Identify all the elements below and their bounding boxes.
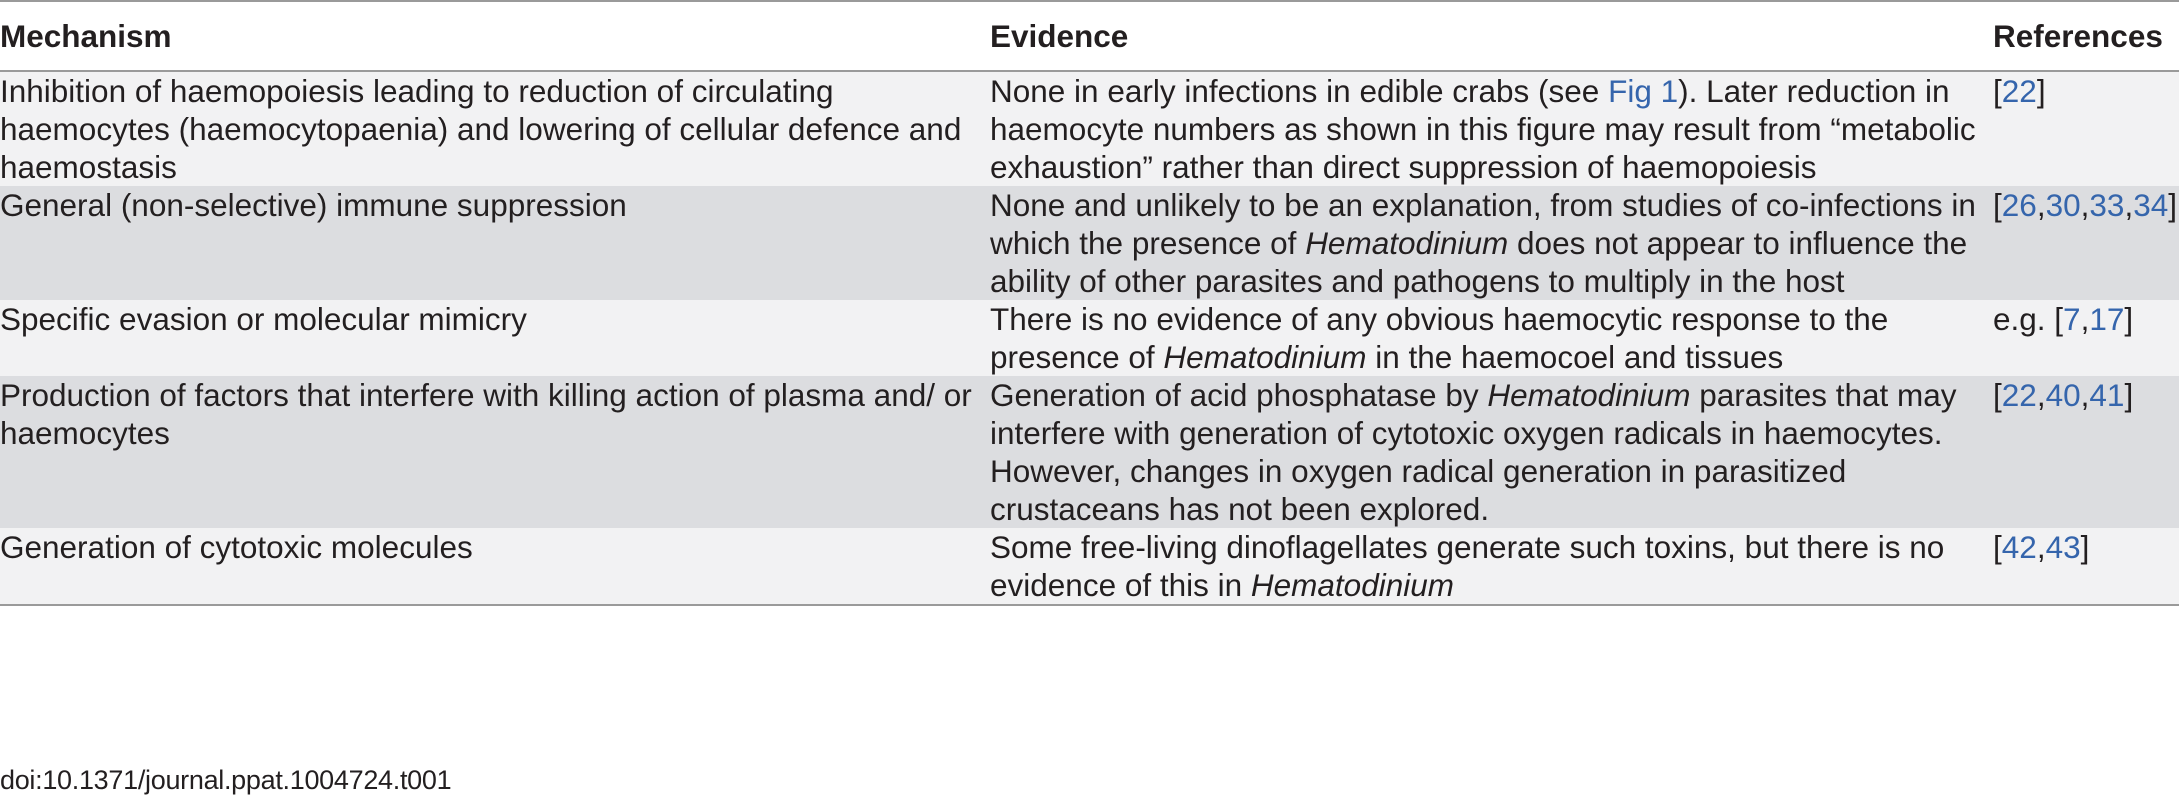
references-prefix: [ bbox=[1993, 529, 2002, 565]
reference-separator: , bbox=[2036, 377, 2046, 413]
species-name: Hematodinium bbox=[1250, 567, 1454, 603]
reference-separator: , bbox=[2124, 187, 2134, 223]
cell-evidence bbox=[990, 71, 1993, 186]
table-row bbox=[0, 376, 2179, 528]
evidence-text: None in early infections in edible crabs (see bbox=[990, 73, 1609, 109]
reference-link[interactable]: 41 bbox=[2089, 377, 2125, 413]
table-row bbox=[0, 300, 2179, 376]
evidence-text: Some free-living dinoflagellates generate such toxins, but there is no evidence of this in bbox=[990, 529, 1945, 603]
evidence-text: There is no evidence of any obvious haemocytic response to the presence of bbox=[990, 301, 1889, 375]
references-suffix: ] bbox=[2124, 377, 2134, 413]
reference-link[interactable]: 40 bbox=[2045, 377, 2081, 413]
reference-separator: , bbox=[2080, 187, 2090, 223]
mechanism-text: Inhibition of haemopoiesis leading to reduction of circulating haemocytes (haemocytopaenia) and lowering of cellular defence and haemostasis bbox=[0, 73, 962, 185]
cell-mechanism bbox=[0, 186, 990, 300]
table-header bbox=[0, 1, 2179, 71]
references-suffix: ] bbox=[2036, 73, 2046, 109]
cell-mechanism bbox=[0, 376, 990, 528]
mechanism-text: Production of factors that interfere with killing action of plasma and/ or haemocytes bbox=[0, 377, 972, 451]
cell-mechanism bbox=[0, 528, 990, 605]
table-row bbox=[0, 528, 2179, 605]
evidence-text: ). Later reduction in haemocyte numbers as shown in this figure may result from “metabolic exhaustion” rather than direct suppression of haemopoiesis bbox=[990, 73, 1976, 185]
references-suffix: ] bbox=[2168, 187, 2178, 223]
species-name: Hematodinium bbox=[1305, 225, 1509, 261]
evidence-text: None and unlikely to be an explanation, from studies of co-infections in which the presence of bbox=[990, 187, 1976, 261]
cell-evidence bbox=[990, 186, 1993, 300]
mechanism-text: General (non-selective) immune suppression bbox=[0, 187, 627, 223]
species-name: Hematodinium bbox=[1163, 339, 1367, 375]
reference-separator: , bbox=[2080, 301, 2090, 337]
cell-evidence bbox=[990, 300, 1993, 376]
reference-link[interactable]: 26 bbox=[2001, 187, 2037, 223]
species-name: Hematodinium bbox=[1487, 377, 1691, 413]
header-row bbox=[0, 1, 2179, 71]
evidence-text: Generation of acid phosphatase by bbox=[990, 377, 1488, 413]
references-prefix: [ bbox=[1993, 73, 2002, 109]
mechanism-text: Specific evasion or molecular mimicry bbox=[0, 301, 527, 337]
references-prefix: e.g. [ bbox=[1993, 301, 2064, 337]
cell-references bbox=[1993, 376, 2179, 528]
cell-references bbox=[1993, 186, 2179, 300]
evidence-text: parasites that may interfere with generation of cytotoxic oxygen radicals in haemocytes. However, changes in oxygen radical generation in parasitized crustaceans has not been explored. bbox=[990, 377, 1957, 527]
cell-references bbox=[1993, 71, 2179, 186]
header-references: References bbox=[1993, 18, 2163, 54]
table-body bbox=[0, 71, 2179, 605]
reference-link[interactable]: 22 bbox=[2001, 73, 2037, 109]
doi-caption: doi:10.1371/journal.ppat.1004724.t001 bbox=[0, 765, 452, 795]
reference-link[interactable]: 43 bbox=[2045, 529, 2081, 565]
reference-link[interactable]: 17 bbox=[2089, 301, 2125, 337]
header-mechanism: Mechanism bbox=[0, 18, 172, 54]
references-suffix: ] bbox=[2124, 301, 2134, 337]
table-row bbox=[0, 186, 2179, 300]
reference-link[interactable]: 42 bbox=[2001, 529, 2037, 565]
reference-separator: , bbox=[2036, 529, 2046, 565]
references-prefix: [ bbox=[1993, 377, 2002, 413]
cell-mechanism bbox=[0, 71, 990, 186]
evidence-text: in the haemocoel and tissues bbox=[1366, 339, 1784, 375]
cell-evidence bbox=[990, 528, 1993, 605]
references-suffix: ] bbox=[2080, 529, 2090, 565]
mechanism-text: Generation of cytotoxic molecules bbox=[0, 529, 473, 565]
reference-link[interactable]: 22 bbox=[2001, 377, 2037, 413]
reference-link[interactable]: 34 bbox=[2133, 187, 2169, 223]
table-row bbox=[0, 71, 2179, 186]
cell-mechanism bbox=[0, 300, 990, 376]
evidence-text: does not appear to influence the ability of other parasites and pathogens to multiply in the host bbox=[990, 225, 1968, 299]
reference-separator: , bbox=[2080, 377, 2090, 413]
references-prefix: [ bbox=[1993, 187, 2002, 223]
cell-evidence bbox=[990, 376, 1993, 528]
cell-references bbox=[1993, 528, 2179, 605]
reference-link[interactable]: 7 bbox=[2063, 301, 2081, 337]
header-evidence: Evidence bbox=[990, 18, 1129, 54]
reference-link[interactable]: 33 bbox=[2089, 187, 2125, 223]
reference-separator: , bbox=[2036, 187, 2046, 223]
cell-references bbox=[1993, 300, 2179, 376]
figure-link[interactable]: Fig 1 bbox=[1608, 73, 1679, 109]
reference-link[interactable]: 30 bbox=[2045, 187, 2081, 223]
